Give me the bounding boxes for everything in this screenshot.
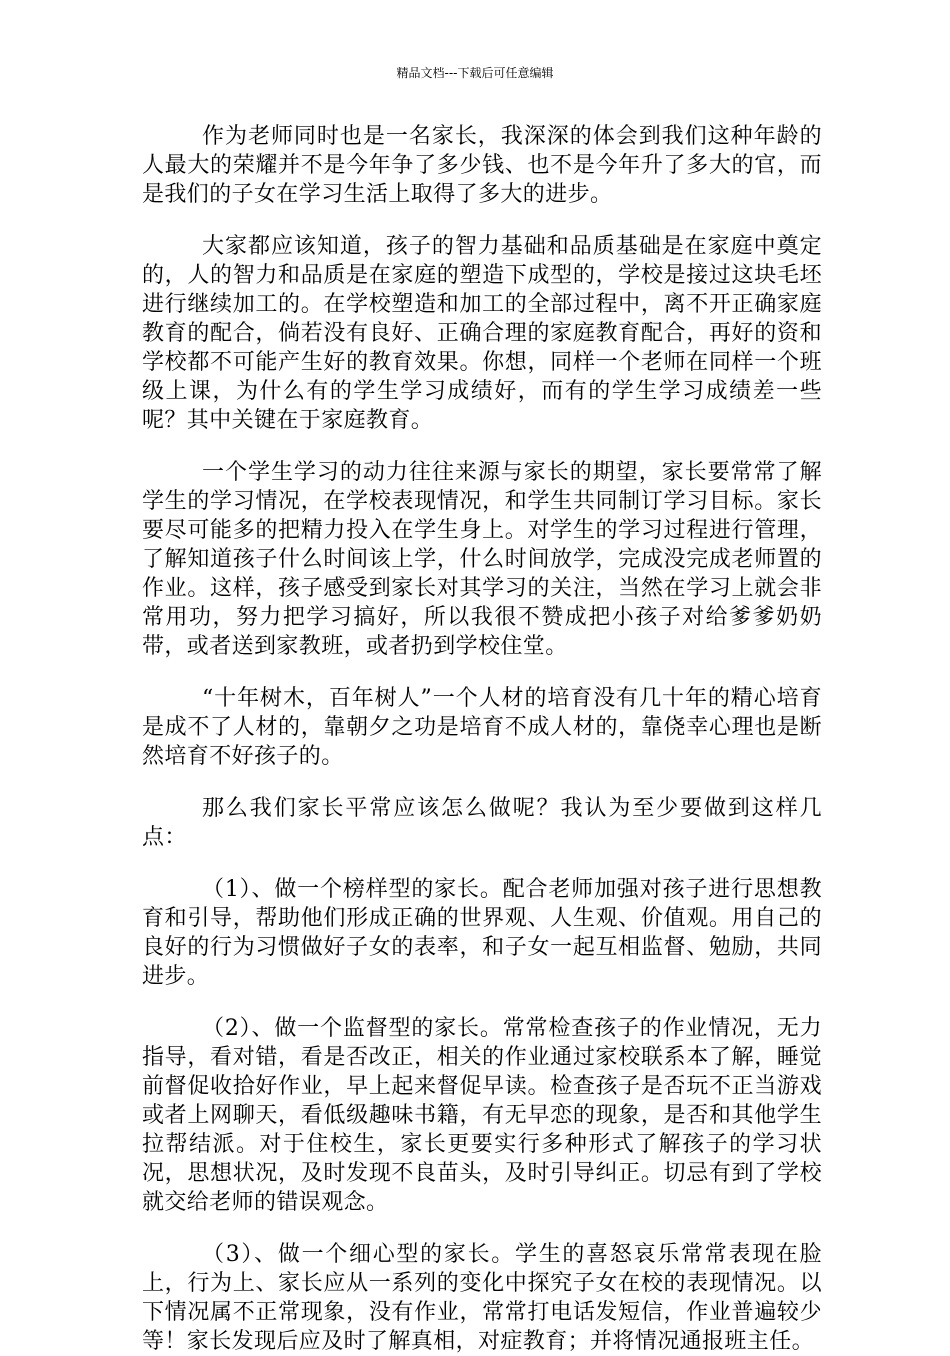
paragraph-3: 一个学生学习的动力往往来源与家长的期望，家长要常常了解学生的学习情况，在学校表现情况，和学生共同制订学习目标。家长要尽可能多的把精力投入在学生身上。对学生的学习过程进行管理，了解知道孩子什么时间该上学，什么时间放学，完成没完成老师置的作业。这样，孩子感受到家长对其学习的关注，当然在学习上就会非常用功，努力把学习搞好，所以我很不赞成把小孩子对给爹爹奶奶带，或者送到家教班，或者扔到学校住堂。 bbox=[142, 460, 822, 659]
page-header: 精品文档---下载后可任意编辑 bbox=[396, 66, 554, 80]
paragraph-2: 大家都应该知道，孩子的智力基础和品质基础是在家庭中奠定的，人的智力和品质是在家庭的塑造下成型的，学校是接过这块毛坯进行继续加工的。在学校塑造和加工的全部过程中，离不开正确家庭教育的配合，倘若没有良好、正确合理的家庭教育配合，再好的资和学校都不可能产生好的教育效果。你想，同样一个老师在同样一个班级上课，为什么有的学生学习成绩好，而有的学生学习成绩差一些呢？其中关键在于家庭教育。 bbox=[142, 234, 822, 433]
paragraph-1: 作为老师同时也是一名家长，我深深的体会到我们这种年龄的人最大的荣耀并不是今年争了多少钱、也不是今年升了多大的官，而是我们的子女在学习生活上取得了多大的进步。 bbox=[142, 124, 822, 207]
paragraph-5: 那么我们家长平常应该怎么做呢？我认为至少要做到这样几点： bbox=[142, 796, 822, 850]
document-body bbox=[142, 122, 822, 1356]
paragraph-8: （3）、做一个细心型的家长。学生的喜怒哀乐常常表现在脸上，行为上、家长应从一系列的变化中探究子女在校的表现情况。以下情况属不正常现象，没有作业，常常打电话发短信，作业普遍较少等！家长发现后应及时了解真相，对症教育；并将情况通报班主任。 bbox=[142, 1242, 822, 1354]
paragraph-4: “十年树木，百年树人”一个人材的培育没有几十年的精心培育是成不了人材的，靠朝夕之功是培育不成人材的，靠侥幸心理也是断然培育不好孩子的。 bbox=[142, 686, 822, 769]
paragraph-7: （2）、做一个监督型的家长。常常检查孩子的作业情况，无力指导，看对错，看是否改正，相关的作业通过家校联系本了解，睡觉前督促收拾好作业，早上起来督促早读。检查孩子是否玩不正当游戏或者上网聊天，看低级趣味书籍，有无早恋的现象，是否和其他学生拉帮结派。对于住校生，家长更要实行多种形式了解孩子的学习状况，思想状况，及时发现不良苗头，及时引导纠正。切忌有到了学校就交给老师的错误观念。 bbox=[142, 1016, 822, 1215]
paragraph-6: （1）、做一个榜样型的家长。配合老师加强对孩子进行思想教育和引导，帮助他们形成正确的世界观、人生观、价值观。用自己的良好的行为习惯做好子女的表率，和子女一起互相监督、勉励，共同进步。 bbox=[142, 877, 822, 989]
